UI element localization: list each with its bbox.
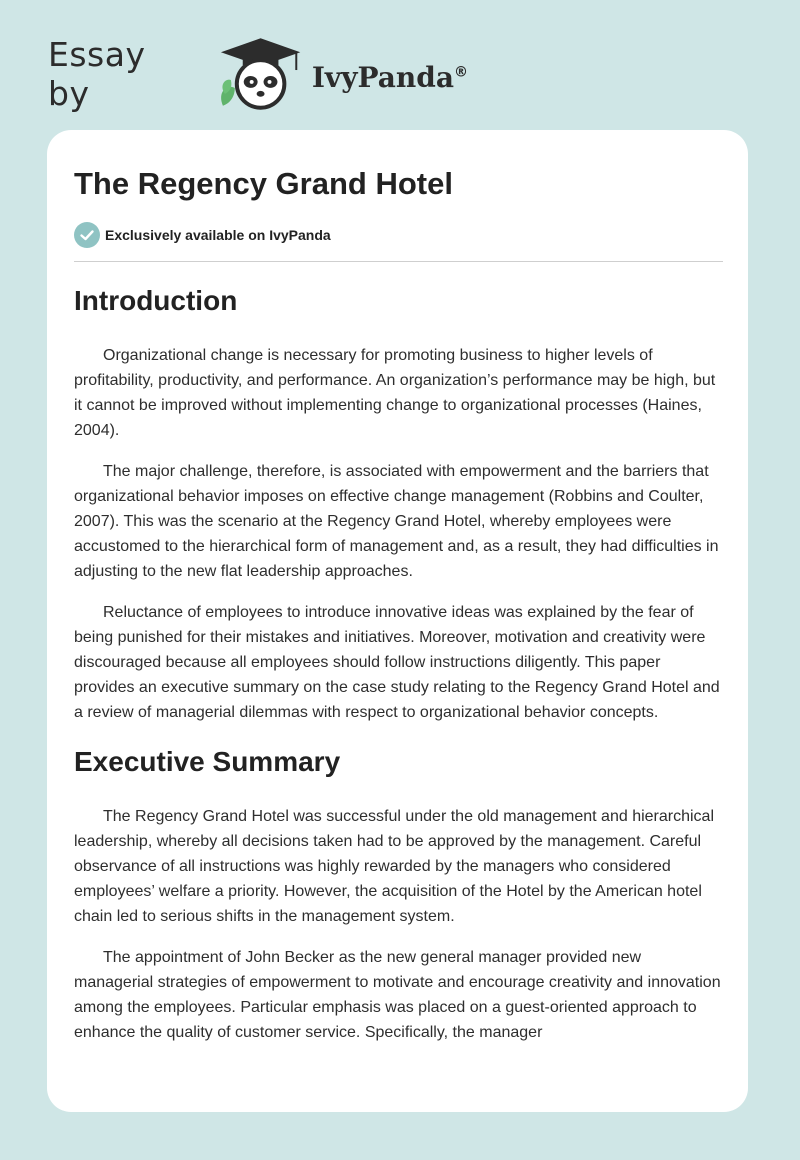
section-heading: Introduction bbox=[74, 285, 238, 316]
exclusive-badge bbox=[74, 222, 331, 248]
paragraph: Reluctance of employees to introduce innovative ideas was explained by the fear of being punished for their mistakes and initiatives. Moreover, motivation and creativity were discouraged because all employees should follow instructions diligently. This paper provides an executive summary on the case study relating to the Regency Grand Hotel and a review of managerial dilemmas with respect to organizational behavior concepts. bbox=[74, 604, 720, 721]
badge-text: Exclusively available on IvyPanda bbox=[105, 227, 331, 243]
essay-by-label: Essay by bbox=[48, 35, 146, 113]
divider bbox=[74, 261, 723, 262]
article-body bbox=[74, 280, 723, 1061]
paragraph: The major challenge, therefore, is associated with empowerment and the barriers that organizational behavior imposes on effective change management (Robbins and Coulter, 2007). This was the scenario at the Regency Grand Hotel, whereby employees were accustomed to the hierarchical form of management and, as a result, they had difficulties in adjusting to the new flat leadership approaches. bbox=[74, 463, 719, 580]
check-circle-icon bbox=[74, 222, 100, 248]
panda-logo-icon[interactable] bbox=[213, 36, 308, 112]
paragraph: The appointment of John Becker as the new general manager provided new managerial strategies of empowerment to motivate and encourage creativity and innovation among the employees. Particular emphasis was placed on a guest-oriented approach to enhance the quality of customer service. Specifically, the manager bbox=[74, 949, 721, 1041]
essay-card bbox=[47, 130, 748, 1112]
brand-name: IvyPanda® bbox=[311, 60, 468, 94]
paragraph: Organizational change is necessary for promoting business to higher levels of profitability, productivity, and performance. An organization’s performance may be high, but it cannot be improved without implementing change to organizational processes (Haines, 2004). bbox=[74, 347, 716, 439]
site-header bbox=[48, 36, 468, 112]
paragraph: The Regency Grand Hotel was successful under the old management and hierarchical leadership, whereby all decisions taken had to be approved by the management. Careful observance of all instructions was highly rewarded by the managers who considered employees’ welfare a priority. However, the acquisition of the Hotel by the American hotel chain led to serious shifts in the management system. bbox=[74, 808, 714, 925]
page-title: The Regency Grand Hotel bbox=[74, 166, 453, 201]
section-heading: Executive Summary bbox=[74, 746, 341, 777]
